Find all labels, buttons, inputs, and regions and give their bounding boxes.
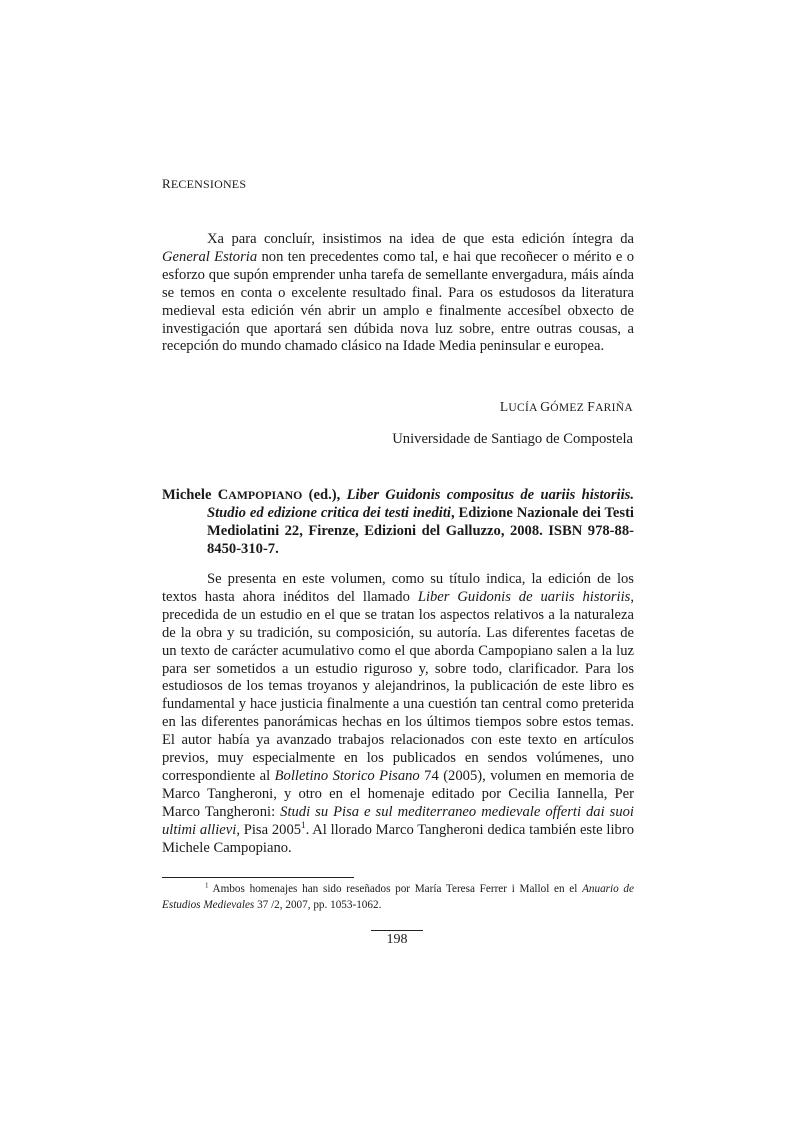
footnote-reference: 1 (301, 819, 306, 830)
review-body-paragraph: Se presenta en este volumen, como su título indica, la edición de los textos hasta ahora inéditos del llamado Liber Guidonis de uariis historiis, precedida de un estudio en el que se tratan los aspectos relativos a la naturaleza de la obra y su tradición, su composición, su autoría. Las diferentes facetas de un texto de carácter acumulativo como el que aborda Campopiano salen a la luz para ser sometidos a un estudio riguroso y, sobre todo, clarificador. Para los estudiosos de los temas troyanos y alejandrinos, la publicación de este libro es fundamental y hace justicia finalmente a una cuestión tan central como preterida en las diferentes panorámicas hechas en los últimos tiempos sobre estos temas. El autor había ya avanzado trabajos relacionados con este texto en artículos previos, muy especialmente en los publicados en sendos volúmenes, uno correspondiente al Bolletino Storico Pisano 74 (2005), volumen en memoria de Marco Tangheroni, y otro en el homenaje editado por Cecilia Iannella, Per Marco Tangheroni: Studi su Pisa e sul mediterraneo medievale offerti dai suoi ultimi allievi, Pisa 2005$^1$. Al llorado Marco Tangheroni dedica también este libro Michele Campopiano. (162, 571, 635, 856)
page-number-rule (371, 930, 423, 931)
book-reference-heading: Michele CAMPOPIANO (ed.), Liber Guidonis compositus de uariis historiis. Studio ed edizione critica dei testi inediti, Edizione Nazionale dei Testi Mediolatini 22, Firenze, Edizioni del Galluzzo, 2008. ISBN 978-88-8450-310-7. (162, 487, 634, 557)
author-affiliation: Universidade de Santiago de Compostela (392, 431, 633, 447)
review-author-signature: LUCÍA GÓMEZ FARIÑA (499, 399, 633, 414)
running-head: RECENSIONES (162, 176, 247, 191)
footnote: $^1$ Ambos homenajes han sido reseñados por María Teresa Ferrer i Mallol en el Anuario de Estudios Medievales 37 /2, 2007, pp. 1053-1062. (162, 881, 634, 911)
footnote-separator (162, 877, 354, 878)
closing-paragraph: Xa para concluír, insistimos na idea de que esta edición íntegra da General Estoria non ten precedentes como tal, e hai que recoñecer o mérito e o esforzo que supón emprender unha tarefa de semellante envergadura, máis aínda se temos en conta o excelente resultado final. Para os estudosos da literatura medieval esta edición vén abrir un amplo e finalmente accesíbel obxecto de investigación que aportará sen dúbida nova luz sobre, entre outras cousas, a recepción do mundo chamado clásico na Idade Media peninsular e europea. (162, 231, 634, 355)
page-number: 198 (386, 932, 408, 947)
